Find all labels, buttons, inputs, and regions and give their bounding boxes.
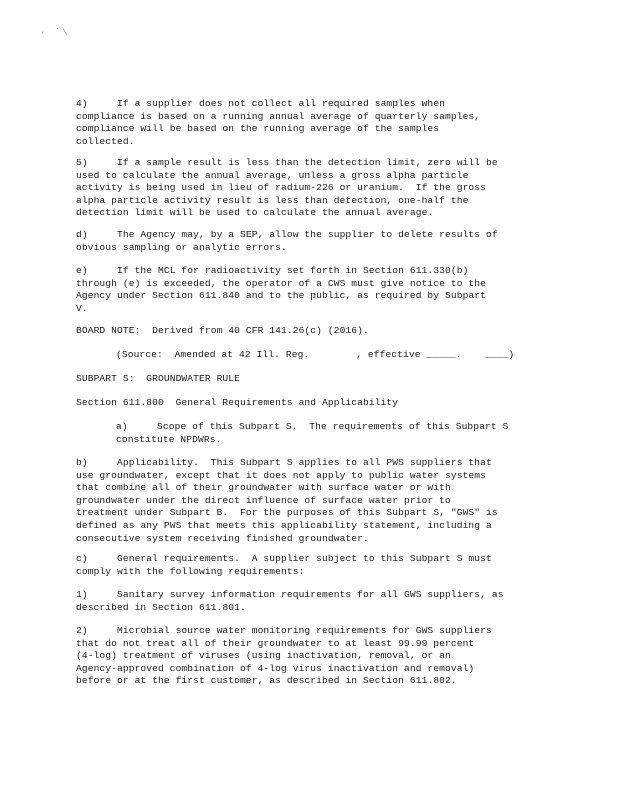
paragraph-b: b) Applicability. This Subpart S applies to all PWS suppliers that use groundwater, except that it does not apply to public water systems that combine all of their groundwater with surface water or with groundwater under the direct influence of surface water prior to treatment under Subpart B. For the purposes of this Subpart S, "GWS" is defined as any PWS that meets this applicability statement, including a consecutive system receiving finished groundwater. bbox=[76, 457, 498, 544]
paragraph-c: c) General requirements. A supplier subject to this Subpart S must comply with the following requirements: bbox=[76, 553, 492, 577]
paragraph-e: e) If the MCL for radioactivity set forth in Section 611.330(b) through (e) is exceeded, the operator of a CWS must give notice to the Agency under Section 611.840 and to the public, as required by Subpart V. bbox=[76, 265, 487, 314]
source-note: (Source: Amended at 42 Ill. Reg. , effective _____. ____) bbox=[116, 349, 515, 360]
subpart-heading: SUBPART S: GROUNDWATER RULE bbox=[76, 373, 241, 384]
paragraph-item-1: 1) Sanitary survey information requirements for all GWS suppliers, as described in Section 611.801. bbox=[76, 589, 504, 613]
paragraph-item-2: 2) Microbial source water monitoring requirements for GWS suppliers that do not treat all of their groundwater to at least 99.99 percent (4-log) treatment of viruses (using inactivation, removal, or an Agency-approved combination of 4-log virus inactivation and removal) before or at the first customer, as described in Section 611.802. bbox=[76, 625, 492, 687]
section-heading: Section 611.800 General Requirements and Applicability bbox=[76, 397, 399, 408]
paragraph-item-4: 4) If a supplier does not collect all required samples when compliance is based on a running annual average of quarterly samples, compliance will be based on the running average of the samples collected. bbox=[76, 98, 481, 147]
scan-mark: · ˙\ bbox=[40, 28, 70, 38]
paragraph-a: a) Scope of this Subpart S. The requirements of this Subpart S constitute NPDWRs. bbox=[116, 421, 509, 445]
paragraph-item-5: 5) If a sample result is less than the detection limit, zero will be used to calculate the annual average, unless a gross alpha particle activity is being used in lieu of radium-226 or uranium. If the gross alpha particle activity result is less than detection, one-half the detection limit will be used to calculate the annual average. bbox=[76, 157, 498, 219]
paragraph-d: d) The Agency may, by a SEP, allow the supplier to delete results of obvious sampling or analytic errors. bbox=[76, 229, 498, 253]
board-note: BOARD NOTE: Derived from 40 CFR 141.26(c) (2016). bbox=[76, 325, 369, 336]
